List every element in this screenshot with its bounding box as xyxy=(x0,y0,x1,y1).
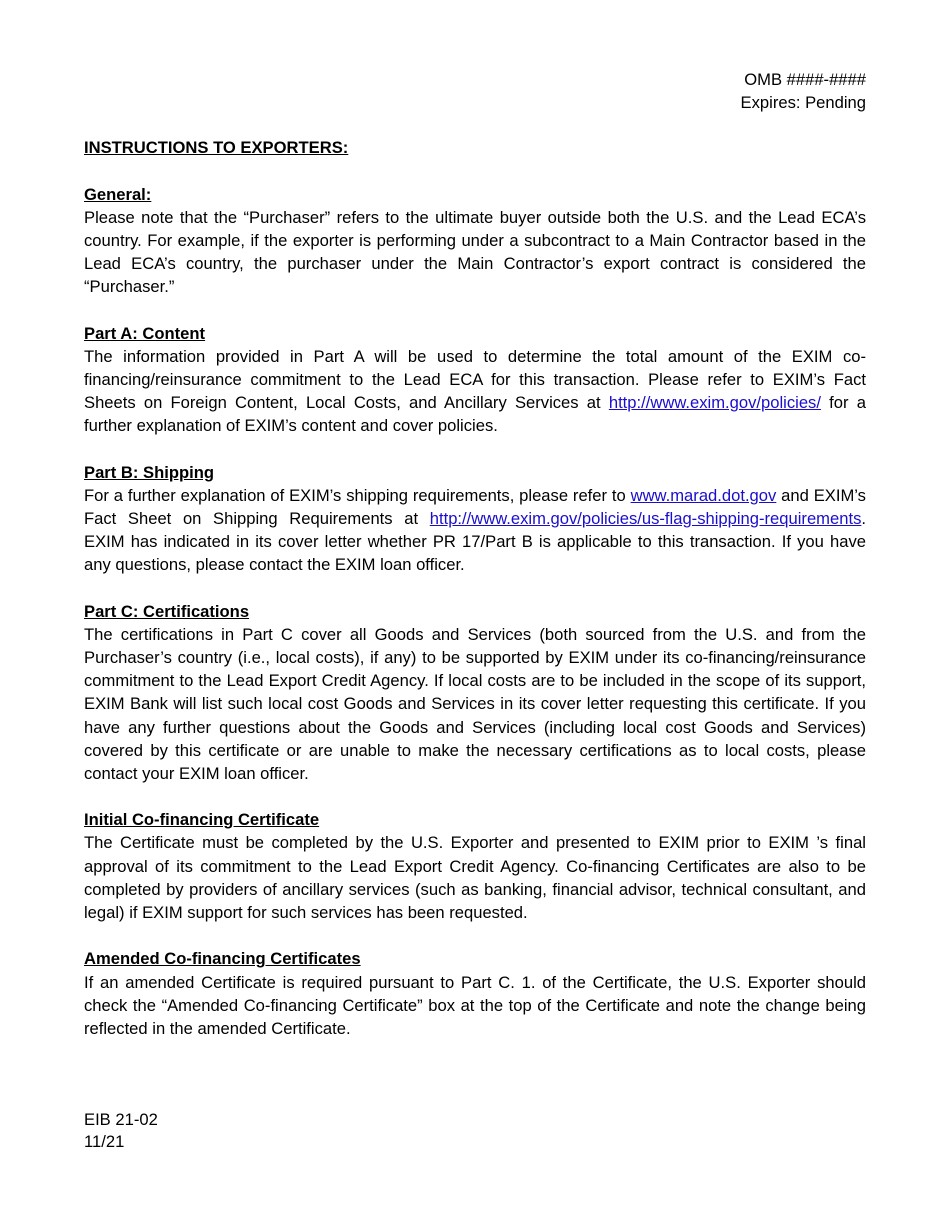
section-initial-title: Initial Co-financing Certificate xyxy=(84,810,320,830)
section-part-a xyxy=(84,322,866,438)
section-part-b-title: Part B: Shipping xyxy=(84,462,214,482)
section-general xyxy=(84,183,866,299)
section-part-c-title: Part C: Certifications xyxy=(84,601,250,621)
section-part-a-title: Part A: Content xyxy=(84,323,206,343)
exim-policies-link[interactable]: http://www.exim.gov/policies/ xyxy=(608,393,821,413)
section-initial-body: The Certificate must be completed by the U.S. Exporter and presented to EXIM prior to EXIM ’s final approval of its commitment to the Lead Export Credit Agency. Co-financing Certificates are also to be completed by providers of ancillary services (such as banking, financial advisor, technical consultant, and legal) if EXIM support for such services has been requested. xyxy=(84,833,866,923)
form-date: 11/21 xyxy=(84,1132,125,1151)
section-amended-title: Amended Co-financing Certificates xyxy=(84,949,361,969)
part-a-text-2: for a further explanation of EXIM’s content and cover policies. xyxy=(84,393,866,436)
form-number: EIB 21-02 xyxy=(84,1110,158,1129)
section-part-c xyxy=(84,600,866,786)
section-amended-certificates xyxy=(84,947,866,1040)
part-a-text-1: The information provided in Part A will be used to determine the total amount of the EXIM co-financing/reinsurance commitment to the Lead ECA for this transaction. Please refer to EXIM’s Fact Sheets on Foreign Content, Local Costs, and Ancillary Services at xyxy=(84,346,866,413)
part-b-text-1: For a further explanation of EXIM’s shipping requirements, please refer to xyxy=(84,485,631,505)
section-amended-body: If an amended Certificate is required pursuant to Part C. 1. of the Certificate, the U.S. Exporter should check the “Amended Co-financing Certificate” box at the top of the Certificate and note the change being reflected in the amended Certificate. xyxy=(84,972,866,1038)
omb-number: OMB ####-#### xyxy=(744,70,866,89)
section-general-body: Please note that the “Purchaser” refers to the ultimate buyer outside both the U.S. and the Lead ECA’s country. For example, if the exporter is performing under a subcontract to a Main Contractor based in the Lead ECA’s country, the purchaser under the Main Contractor’s export contract is considered the “Purchaser.” xyxy=(84,207,866,297)
section-initial-certificate xyxy=(84,808,866,924)
omb-block xyxy=(84,68,866,114)
footer xyxy=(84,1109,158,1153)
expiration: Expires: Pending xyxy=(740,93,866,113)
part-b-text-3: . EXIM has indicated in its cover letter whether PR 17/Part B is applicable to this transaction. If you have any questions, please contact the EXIM loan officer. xyxy=(84,509,866,575)
section-part-b xyxy=(84,461,866,577)
page-title: INSTRUCTIONS TO EXPORTERS: xyxy=(84,138,349,158)
part-b-text-2: and EXIM’s Fact Sheet on Shipping Requirements at xyxy=(84,485,866,529)
section-general-title: General: xyxy=(84,184,152,204)
document-page xyxy=(84,68,866,1063)
marad-link[interactable]: www.marad.dot.gov xyxy=(630,485,777,505)
section-part-b-body xyxy=(84,484,866,577)
section-part-a-body xyxy=(84,345,866,438)
section-part-c-body: The certifications in Part C cover all Goods and Services (both sourced from the U.S. and from the Purchaser’s country (i.e., local costs), if any) to be supported by EXIM under its co-financing/reinsurance commitment to the Lead Export Credit Agency. If local costs are to be included in the scope of its support, EXIM Bank will list such local cost Goods and Services in its cover letter requesting this certificate. If you have any further questions about the Goods and Services (including local cost Goods and Services) covered by this certificate or are unable to make the necessary certifications as to local costs, please contact your EXIM loan officer. xyxy=(84,624,866,784)
us-flag-shipping-link[interactable]: http://www.exim.gov/policies/us-flag-shipping-requirements xyxy=(429,509,862,529)
